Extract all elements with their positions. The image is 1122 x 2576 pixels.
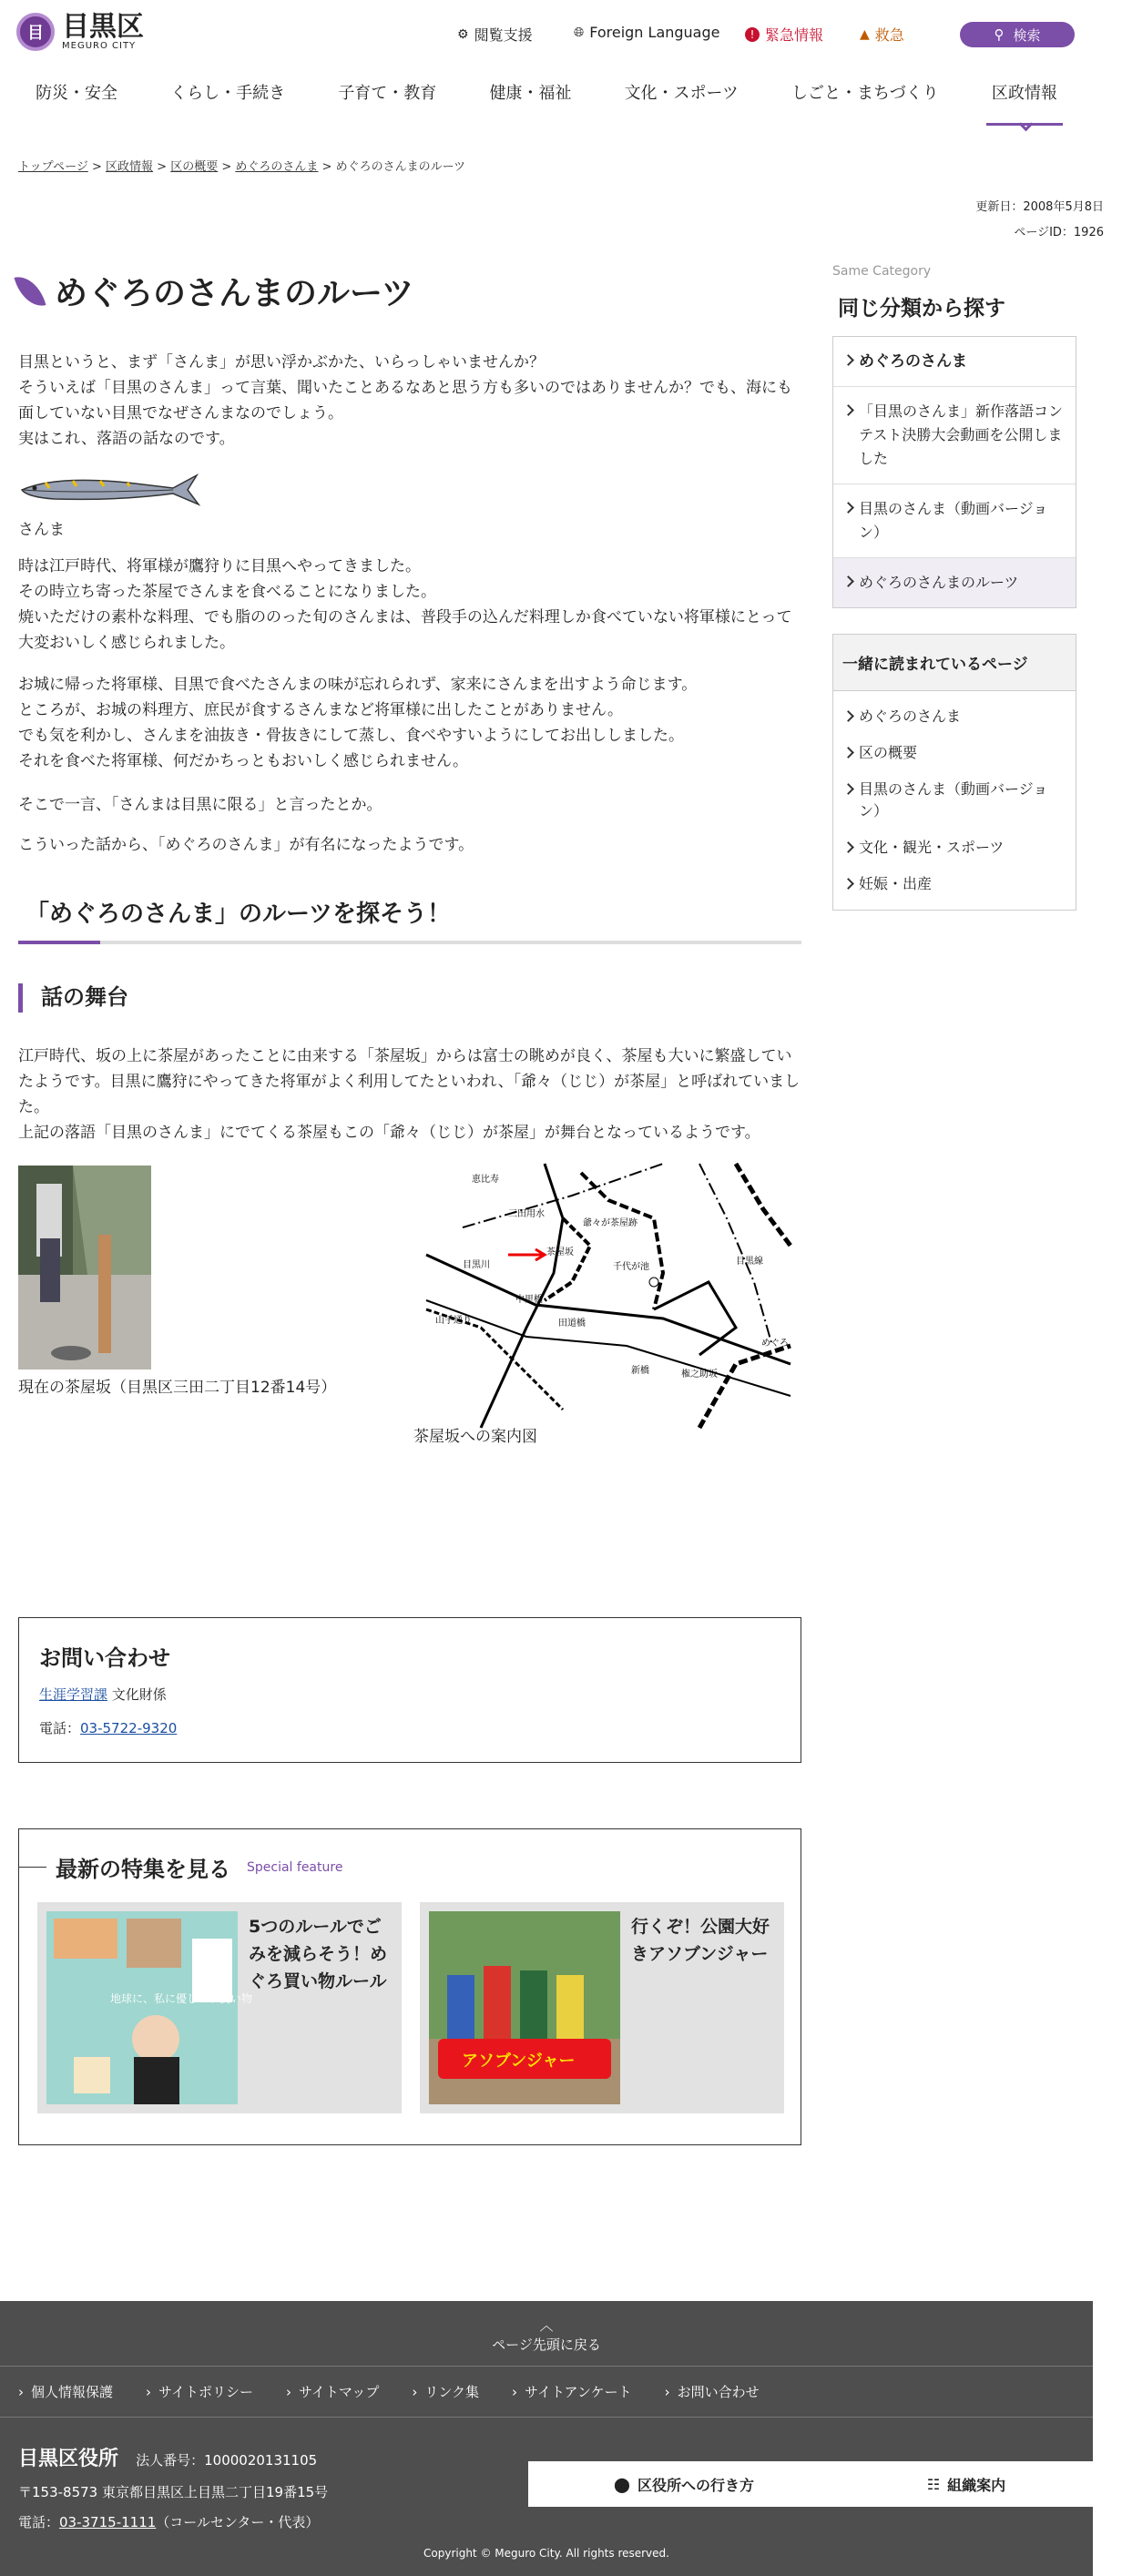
page-meta: [975, 195, 1104, 246]
back-to-top-link[interactable]: [0, 2301, 1093, 2367]
sidebar-item-rakugo-contest[interactable]: 「目黒のさんま」新作落語コンテスト決勝大会動画を公開しました: [833, 386, 1076, 484]
intro-line: 実はこれ、落語の話なのです。: [18, 430, 235, 448]
map-label: 権之助坂: [681, 1369, 718, 1380]
page-id: ページID：1926: [1014, 226, 1104, 239]
sidebar-item-roots[interactable]: めぐろのさんまのルーツ: [833, 557, 1076, 607]
gnav-kosodate[interactable]: 子育て・教育: [338, 84, 437, 103]
story-line: お城に帰った将軍様、目黒で食べたさんまの味が忘れられず、家来にさんまを出すよう命じます。: [18, 676, 698, 694]
intro-text: [18, 350, 801, 452]
feature-card-asobunjar-caption: 行くぞ！公園大好きアソブンジャー: [631, 1917, 770, 1964]
feature-card-shopping-image-text: 地球に、私に優しいお買い物: [110, 1992, 253, 2005]
sidebar-en-label: Same Category: [832, 264, 932, 279]
alert-icon: !: [745, 27, 760, 42]
related-pages-title: 一緒に読まれているページ: [833, 635, 1076, 691]
stage-line: 上記の落語「目黒のさんま」にでてくる茶屋もこの「爺々（じじ）が茶屋」が舞台となっているようです。: [18, 1124, 760, 1142]
footer-org-name: 目黒区役所: [18, 2448, 119, 2470]
intro-line: 目黒というと、まず「さんま」が思い浮かぶかた、いらっしゃいませんか？: [18, 353, 545, 372]
contact-tel-link[interactable]: 03-5722-9320: [80, 1720, 178, 1736]
heading-accent-bar: [18, 941, 100, 944]
gnav-shigoto[interactable]: しごと・まちづくり: [790, 84, 939, 103]
story-line: 焼いただけの素朴な料理、でも脂ののった旬のさんまは、普段手の込んだ料理しか食べていない将軍様にとって大変おいしく感じられました。: [18, 608, 792, 652]
footer-link-contact[interactable]: › お問い合わせ: [665, 2382, 760, 2401]
ambulance-label: 救急: [874, 26, 904, 44]
feature-card-shopping[interactable]: [37, 1902, 402, 2113]
feature-card-shopping-caption: 5つのルールでごみを減らそう！めぐろ買い物ルール: [249, 1917, 388, 1991]
feature-sub: Special feature: [247, 1859, 343, 1875]
foreign-language-label: Foreign Language: [589, 24, 720, 41]
map-label: 中里橋: [515, 1295, 543, 1305]
footer-corp-no: 法人番号：1000020131105: [136, 2452, 318, 2469]
site-logo[interactable]: [16, 10, 144, 51]
contact-tel-label: 電話：: [39, 1720, 81, 1736]
story-paragraph-1: [18, 554, 801, 656]
logo-sub: MEGURO CITY: [62, 40, 137, 51]
stage-line: 江戸時代、坂の上に茶屋があったことに由来する「茶屋坂」からは富士の眺めが良く、茶屋も大いに繁盛していたようです。目黒に鷹狩にやってきた将軍がよく利用してたといわれ、「爺々（じじ）が茶屋」と呼ばれていました。: [18, 1047, 801, 1116]
map-label: 茶屋坂: [546, 1247, 574, 1257]
story-paragraph-3: そこで一言、「さんまは目黒に限る」と言ったとか。: [18, 796, 382, 814]
gnav-kenkou[interactable]: 健康・福祉: [489, 84, 572, 103]
gear-icon: ⚙: [457, 26, 469, 42]
section-heading-roots: [18, 888, 801, 944]
footer-address: 〒153-8573 東京都目黒区上目黒二丁目19番15号: [18, 2484, 329, 2500]
footer-link-links[interactable]: › リンク集: [412, 2382, 479, 2401]
access-button[interactable]: [528, 2461, 840, 2507]
chayazaka-map: [426, 1164, 790, 1428]
breadcrumb: トップページ > 区政情報 > 区の概要 > めぐろのさんま > めぐろのさんまのルーツ: [18, 160, 466, 174]
accessibility-link[interactable]: [457, 24, 533, 45]
sanma-fish-image: [18, 470, 200, 510]
search-icon: ⚲: [994, 26, 1005, 43]
story-line: ところが、お城の料理方、庶民が食するさんまなど将軍様に出したことがありません。: [18, 701, 624, 719]
contact-dept: [39, 1685, 780, 1704]
related-item[interactable]: 文化・観光・スポーツ: [833, 830, 1076, 866]
organization-button[interactable]: [811, 2461, 1122, 2507]
contact-dept-rest: 文化財係: [107, 1686, 167, 1703]
chevron-up-icon: ︿: [539, 2317, 554, 2334]
copyright: Copyright © Meguro City. All rights reserved.: [423, 2547, 669, 2560]
page-title-text: めぐろのさんまのルーツ: [55, 275, 414, 312]
footer-tel-link[interactable]: 03-3715-1111: [59, 2514, 157, 2530]
related-item[interactable]: 妊娠・出産: [833, 866, 1076, 902]
related-item[interactable]: 区の概要: [833, 735, 1076, 771]
story-line: それを食べた将軍様、何だかちっともおいしく感じられません。: [18, 752, 469, 770]
updated-date: 更新日：2008年5月8日: [975, 200, 1104, 214]
feature-card-shopping-image: [46, 1911, 253, 2104]
meguro-emblem-icon: 目: [16, 13, 55, 51]
foreign-language-link[interactable]: [574, 24, 719, 41]
subheading-stage: 話の舞台: [18, 983, 128, 1013]
map-label: 三田用水: [508, 1209, 545, 1219]
access-button-label: 区役所への行き方: [637, 2476, 754, 2494]
sidebar-item-video[interactable]: 目黒のさんま（動画バージョン）: [833, 484, 1076, 557]
feature-card-asobunjar[interactable]: [420, 1902, 784, 2113]
map-label: 恵比寿: [472, 1175, 499, 1185]
map-caption: 茶屋坂への案内図: [413, 1428, 537, 1446]
map-label: 山手通り: [435, 1316, 472, 1326]
sanma-caption: さんま: [18, 521, 65, 539]
feature-card-asobunjar-image-text: アソブンジャー: [462, 2052, 576, 2071]
related-pages-box: [832, 634, 1076, 911]
feature-title: 最新の特集を見る: [56, 1857, 230, 1882]
organization-button-label: 組織案内: [947, 2476, 1006, 2494]
map-label: 目黒線: [736, 1257, 763, 1267]
footer-tel-label: 電話：: [18, 2514, 60, 2530]
sidebar: [832, 264, 1076, 911]
gnav-kurashi[interactable]: くらし・手続き: [170, 84, 286, 103]
story-line: 時は江戸時代、将軍様が鷹狩りに目黒へやってきました。: [18, 557, 421, 575]
sidebar-item-sanma[interactable]: めぐろのさんま: [833, 337, 1076, 386]
title-leaf-icon: [15, 271, 46, 311]
breadcrumb-sanma[interactable]: めぐろのさんま: [235, 160, 319, 174]
section-heading-roots-text: 「めぐろのさんま」のルーツを探そう！: [26, 901, 451, 928]
footer-link-survey[interactable]: › サイトアンケート: [512, 2382, 632, 2401]
same-category-list: [832, 336, 1076, 608]
footer-links: [0, 2367, 1093, 2418]
related-pages-list: [833, 691, 1076, 910]
footer-link-policy[interactable]: › サイトポリシー: [146, 2382, 253, 2401]
photo-caption: 現在の茶屋坂（目黒区三田二丁目12番14号）: [18, 1379, 337, 1397]
back-to-top-label: ページ先頭に戻る: [492, 2337, 601, 2353]
sidebar-title: 同じ分類から探す: [838, 297, 1005, 321]
related-item[interactable]: 目黒のさんま（動画バージョン）: [833, 771, 1076, 830]
story-line: でも気を利かし、さんまを油抜き・骨抜きにして蒸し、食べやすいようにしてお出ししました。: [18, 727, 684, 745]
map-label: 新橋: [631, 1366, 649, 1376]
stage-text: [18, 1044, 801, 1145]
globe-icon: 🌐︎: [574, 25, 585, 40]
story-line: その時立ち寄った茶屋でさんまを食べることになりました。: [18, 583, 436, 601]
gnav-bunka[interactable]: 文化・スポーツ: [624, 84, 739, 103]
footer-tel: [18, 2512, 328, 2531]
gnav-kusei[interactable]: 区政情報: [986, 78, 1063, 118]
chayazaka-photo: [18, 1166, 151, 1369]
feature-heading: [19, 1851, 342, 1883]
breadcrumb-top[interactable]: トップページ: [18, 160, 88, 174]
feature-heading-line: [19, 1867, 46, 1868]
gnav-bousai[interactable]: 防災・安全: [36, 84, 118, 103]
story-paragraph-2: [18, 672, 801, 774]
breadcrumb-kusei[interactable]: 区政情報: [106, 160, 154, 174]
page-title: [18, 268, 414, 314]
intro-line: そういえば「目黒のさんま」って言葉、聞いたことあるなあと思う方も多いのではありませんか？でも、海にも面していない目黒でなぜさんまなのでしょう。: [18, 379, 792, 423]
contact-dept-link[interactable]: 生涯学習課: [39, 1686, 108, 1703]
accessibility-label: 閲覧支援: [474, 26, 533, 44]
contact-box: [18, 1617, 801, 1763]
search-label: 検索: [1013, 26, 1041, 44]
contact-title: お問い合わせ: [39, 1645, 170, 1671]
site-footer: [0, 2301, 1093, 2576]
map-label: 田道橋: [558, 1319, 586, 1329]
breadcrumb-gaiyou[interactable]: 区の概要: [170, 160, 219, 174]
related-item[interactable]: めぐろのさんま: [833, 698, 1076, 735]
map-label: 千代が池: [613, 1262, 649, 1272]
map-label: めぐろ: [761, 1339, 789, 1349]
logo-name: 目黒区: [62, 10, 144, 43]
map-label: 爺々が茶屋跡: [583, 1218, 638, 1228]
global-nav: [0, 78, 1093, 118]
ambulance-link[interactable]: [860, 24, 904, 45]
breadcrumb-current: めぐろのさんまのルーツ: [335, 160, 466, 174]
contact-tel: [39, 1718, 780, 1737]
footer-link-privacy[interactable]: › 個人情報保護: [18, 2382, 113, 2401]
emergency-info-link[interactable]: [745, 24, 823, 45]
emergency-info-label: 緊急情報: [765, 26, 824, 44]
map-label: 目黒川: [463, 1260, 490, 1270]
search-button[interactable]: [960, 22, 1075, 47]
ambulance-icon: ▲: [860, 26, 870, 42]
footer-tel-note: （コールセンター・代表）: [156, 2514, 320, 2530]
footer-link-sitemap[interactable]: › サイトマップ: [286, 2382, 379, 2401]
org-chart-icon: ☷: [926, 2475, 941, 2493]
special-feature-box: [18, 1828, 801, 2145]
map-pin-icon: ⬤: [614, 2475, 630, 2493]
story-paragraph-4: こういった話から、「めぐろのさんま」が有名になったようです。: [18, 836, 474, 854]
footer-org: [18, 2443, 328, 2531]
feature-card-asobunjar-image: [429, 1911, 620, 2104]
